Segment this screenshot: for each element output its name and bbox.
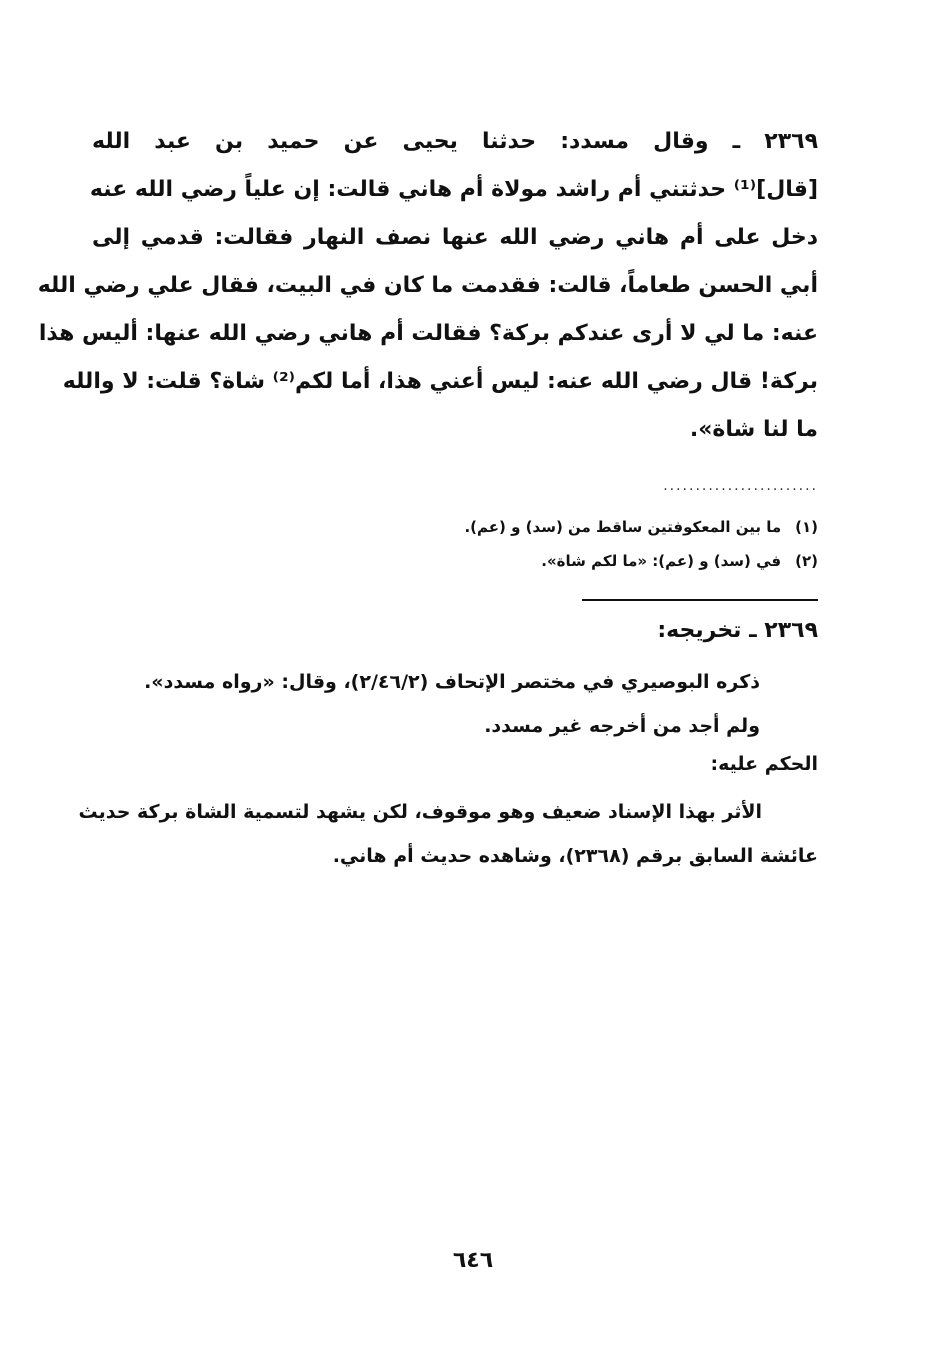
hukm-text (78, 790, 818, 878)
hukm-line: عائشة السابق برقم (٢٣٦٨)، وشاهده حديث أم هاني. (332, 845, 818, 867)
footnote-number: (٢) (795, 552, 818, 570)
footnote-text: ما بين المعكوفتين ساقط من (سد) و (عم). (464, 518, 782, 536)
page-number: ٦٤٦ (452, 1248, 494, 1273)
hadith-line: عنه: ما لي لا أرى عندكم بركة؟ فقالت أم هاني رضي الله عنها: أليس هذا (38, 321, 818, 346)
footnotes (300, 510, 818, 578)
hadith-line: ما لنا شاة». (689, 417, 818, 442)
takhrij-text (144, 660, 760, 748)
footnote-divider-dots: ........................ (663, 478, 818, 494)
hadith-line: بركة! قال رضي الله عنه: ليس أعني هذا، أما لكم⁽²⁾ شاة؟ قلت: لا والله (62, 369, 818, 394)
hadith-line: أبي الحسن طعاماً، قالت: فقدمت ما كان في البيت، فقال علي رضي الله (37, 273, 818, 298)
hadith-text (37, 118, 818, 454)
hadith-line: ٢٣٦٩ ـ وقال مسدد: حدثنا يحيى عن حميد بن عبد الله (92, 129, 818, 154)
footnote-text: في (سد) و (عم): «ما لكم شاة». (541, 552, 782, 570)
hadith-line: [قال]⁽¹⁾ حدثتني أم راشد مولاة أم هاني قالت: إن علياً رضي الله عنه (89, 177, 818, 202)
takhrij-line: ذكره البوصيري في مختصر الإتحاف (٢/٤٦/٢)، وقال: «رواه مسدد». (144, 671, 760, 693)
footnote-number: (١) (795, 518, 818, 536)
takhrij-heading: ٢٣٦٩ ـ تخريجه: (657, 618, 818, 643)
footnote-item (300, 510, 818, 544)
hadith-line: دخل على أم هاني رضي الله عنها نصف النهار فقالت: قدمي إلى (92, 225, 818, 250)
takhrij-line: ولم أجد من أخرجه غير مسدد. (484, 715, 760, 737)
hukm-heading: الحكم عليه: (710, 753, 818, 775)
hukm-line: الأثر بهذا الإسناد ضعيف وهو موقوف، لكن يشهد لتسمية الشاة بركة حديث (78, 801, 762, 823)
section-separator-line (582, 599, 818, 601)
footnote-item (300, 544, 818, 578)
